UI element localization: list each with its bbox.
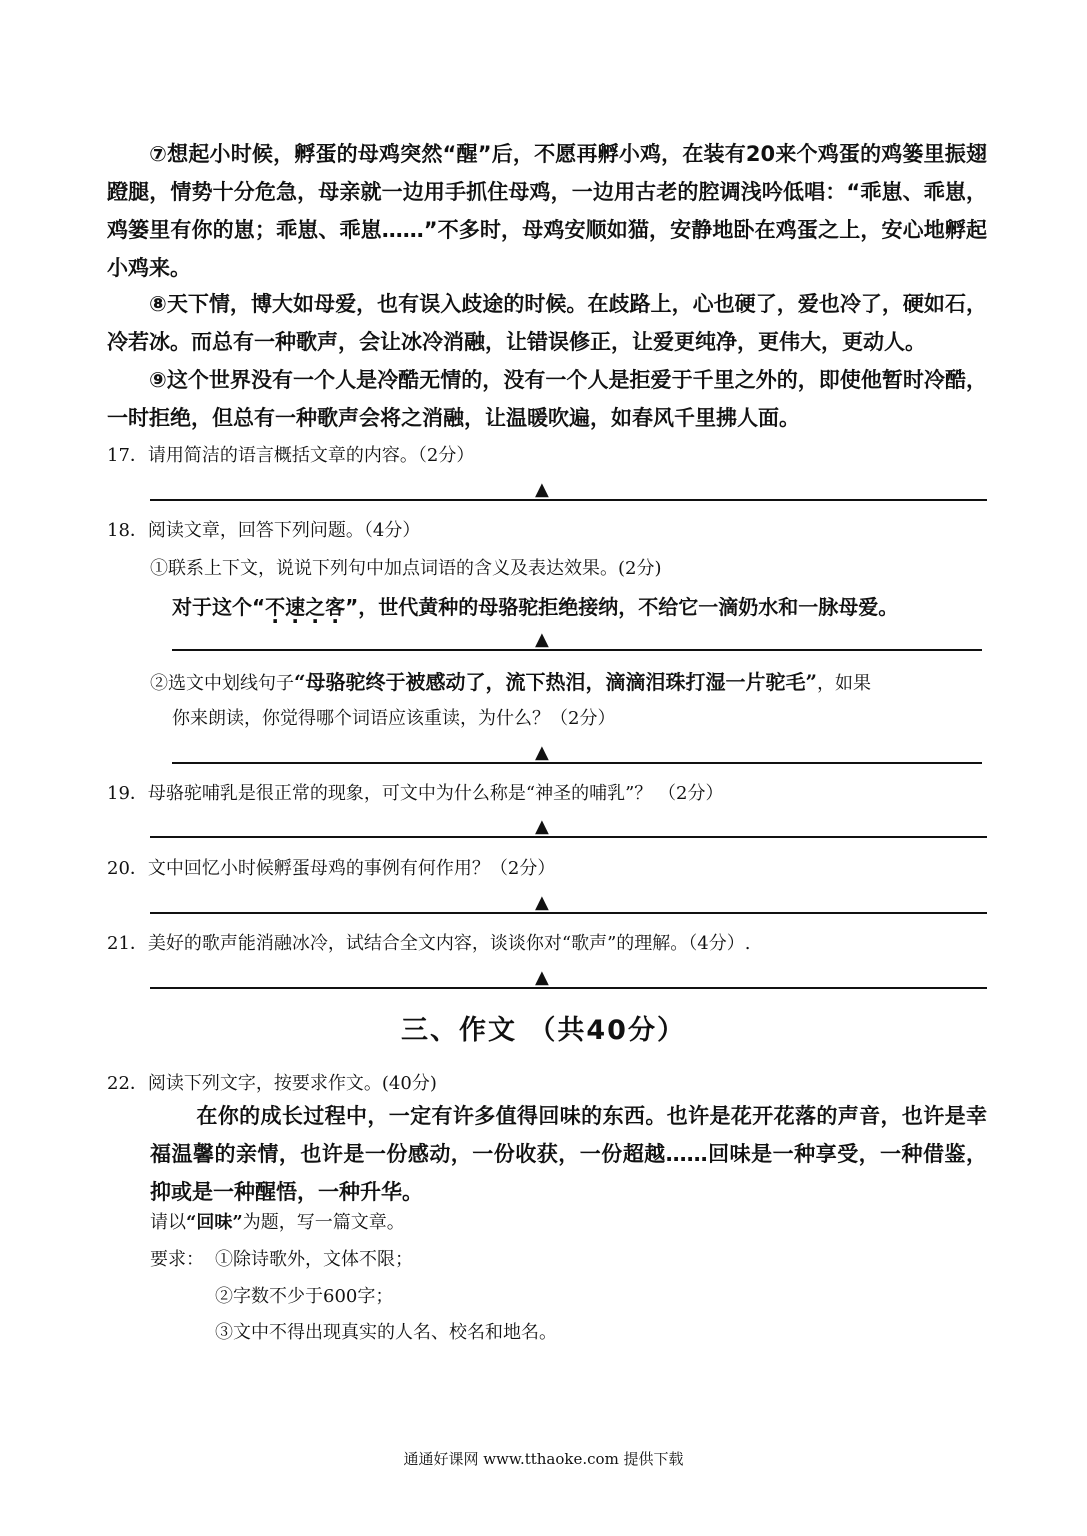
composition-prompt: 在你的成长过程中，一定有许多值得回味的东西。也许是花开花落的声音，也许是幸福温馨的亲情，也许是一份感动，一份收获，一份超越……回味是一种享受，一种借鉴，抑或是一种醒悟，一种升华。	[150, 1104, 987, 1204]
question-22: 22．阅读下列文字，按要求作文。(40分)	[107, 1073, 437, 1094]
composition-task: 请以“回味”为题，写一篇文章。	[150, 1212, 405, 1233]
answer-line[interactable]	[150, 987, 987, 989]
question-18: 18．阅读文章，回答下列问题。（4分）	[107, 520, 421, 541]
question-18-2: ②选文中划线句子“母骆驼终于被感动了，流下热泪，滴滴泪珠打湿一片驼毛”，如果	[150, 670, 872, 694]
question-21: 21．美好的歌声能消融冰冷，试结合全文内容，谈谈你对“歌声”的理解。（4分）.	[107, 933, 751, 954]
question-17: 17．请用简洁的语言概括文章的内容。（2分）	[107, 445, 475, 466]
underlined-sentence-quote: “母骆驼终于被感动了，流下热泪，滴滴泪珠打湿一片驼毛”	[294, 670, 818, 694]
requirement-2: ②字数不少于600字；	[215, 1286, 394, 1307]
answer-mark: ▲	[535, 742, 549, 763]
question-20: 20．文中回忆小时候孵蛋母鸡的事例有何作用？（2分）	[107, 858, 556, 879]
answer-line[interactable]	[150, 499, 987, 501]
answer-line[interactable]	[172, 762, 982, 764]
requirements-label: 要求：	[150, 1249, 204, 1270]
question-19: 19．母骆驼哺乳是很正常的现象，可文中为什么称是“神圣的哺乳”？ （2分）	[107, 783, 724, 804]
answer-mark: ▲	[535, 892, 549, 913]
passage-paragraph-9: ⑨这个世界没有一个人是冷酷无情的，没有一个人是拒爱于千里之外的，即使他暂时冷酷，一时拒绝，但总有一种歌声会将之消融，让温暖吹遍，如春风千里拂人面。	[107, 368, 987, 430]
answer-mark: ▲	[535, 816, 549, 837]
answer-mark: ▲	[535, 629, 549, 650]
requirement-1: ①除诗歌外，文体不限；	[215, 1249, 413, 1270]
answer-mark: ▲	[535, 479, 549, 500]
section-title: 三、作文 （共40分）	[401, 1015, 686, 1046]
answer-line[interactable]	[150, 836, 987, 838]
question-18-1: ①联系上下文，说说下列句中加点词语的含义及表达效果。(2分)	[150, 558, 662, 579]
answer-line[interactable]	[172, 649, 982, 651]
passage-paragraph-8: ⑧天下情，博大如母爱，也有误入歧途的时候。在歧路上，心也硬了，爱也冷了，硬如石，冷若冰。而总有一种歌声，会让冰冷消融，让错误修正，让爱更纯净，更伟大，更动人。	[107, 292, 987, 354]
requirement-3: ③文中不得出现真实的人名、校名和地名。	[215, 1322, 557, 1343]
answer-line[interactable]	[150, 912, 987, 914]
passage-paragraph-7: ⑦想起小时候，孵蛋的母鸡突然“醒”后，不愿再孵小鸡，在装有20来个鸡蛋的鸡篓里振翅蹬腿，情势十分危急，母亲就一边用手抓住母鸡，一边用古老的腔调浅吟低唱：“乖崽、乖崽，鸡篓里有你的崽；乖崽、乖崽……”不多时，母鸡安顺如猫，安静地卧在鸡蛋之上，安心地孵起小鸡来。	[107, 142, 987, 280]
answer-mark: ▲	[535, 967, 549, 988]
question-18-1-quote: 对于这个“不速之客”，世代黄种的母骆驼拒绝接纳，不给它一滴奶水和一脉母爱。	[172, 595, 899, 619]
question-18-2-line2: 你来朗读，你觉得哪个词语应该重读，为什么？（2分）	[172, 708, 616, 729]
footer-source: 通通好课网 www.tthaoke.com 提供下载	[403, 1450, 684, 1468]
